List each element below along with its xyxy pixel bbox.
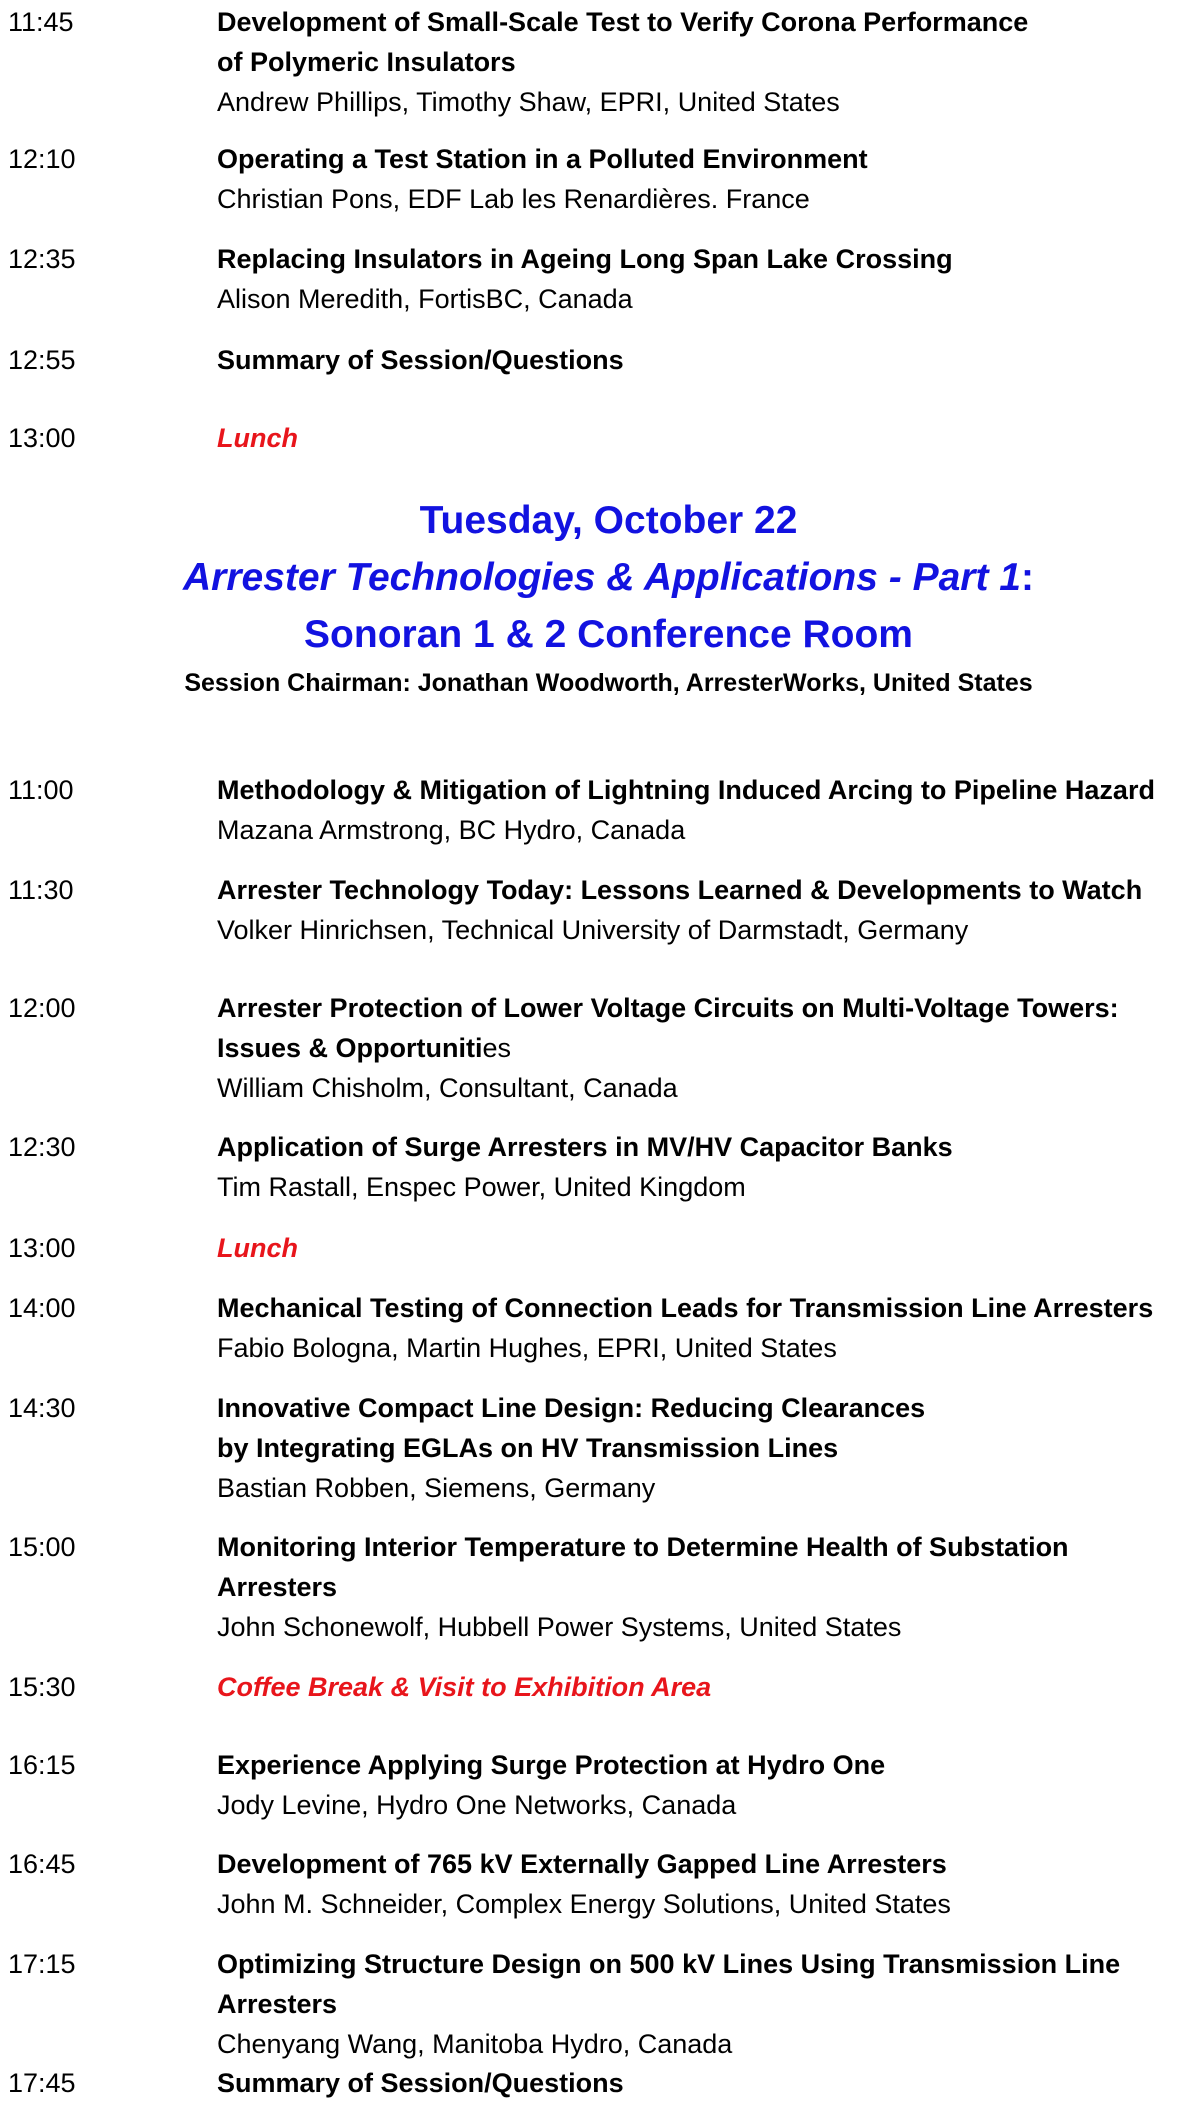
break-label: Coffee Break & Visit to Exhibition Area bbox=[217, 1672, 712, 1702]
talk-title bbox=[217, 1288, 1192, 1328]
talk-title-line: Development of Small-Scale Test to Verify Corona Performance bbox=[217, 7, 1029, 37]
talk-authors: Mazana Armstrong, BC Hydro, Canada bbox=[217, 815, 686, 845]
talk-title bbox=[217, 2063, 1192, 2103]
talk-title bbox=[217, 988, 1192, 1068]
session-title-colon: : bbox=[1020, 556, 1034, 599]
entry-time: 15:00 bbox=[8, 1532, 76, 1562]
entry-time: 12:10 bbox=[8, 144, 76, 174]
entry-time: 14:00 bbox=[8, 1293, 76, 1323]
entry-time: 16:45 bbox=[8, 1849, 76, 1879]
talk-title bbox=[217, 870, 1192, 910]
talk-title-line: Methodology & Mitigation of Lightning Induced Arcing to Pipeline Hazard bbox=[217, 775, 1155, 805]
talk-title-line: Operating a Test Station in a Polluted Environment bbox=[217, 144, 868, 174]
entry-time: 13:00 bbox=[8, 1233, 76, 1263]
break-label: Lunch bbox=[217, 423, 298, 453]
talk-title bbox=[217, 1844, 1192, 1884]
talk-title-line: Arrester Protection of Lower Voltage Circuits on Multi-Voltage Towers: bbox=[217, 993, 1119, 1023]
talk-title-line: Application of Surge Arresters in MV/HV Capacitor Banks bbox=[217, 1132, 953, 1162]
session-title-text: Arrester Technologies & Applications - Part 1 bbox=[183, 556, 1021, 599]
talk-title-line: Replacing Insulators in Ageing Long Span Lake Crossing bbox=[217, 244, 953, 274]
talk-authors: Chenyang Wang, Manitoba Hydro, Canada bbox=[217, 2029, 733, 2059]
talk-title-line: Arrester Technology Today: Lessons Learned & Developments to Watch bbox=[217, 875, 1143, 905]
talk-authors: John Schonewolf, Hubbell Power Systems, United States bbox=[217, 1612, 902, 1642]
session-room: Sonoran 1 & 2 Conference Room bbox=[304, 613, 913, 656]
talk-title-line: Monitoring Interior Temperature to Determine Health of Substation bbox=[217, 1532, 1069, 1562]
talk-title bbox=[217, 2, 1192, 82]
talk-title bbox=[217, 139, 1192, 179]
talk-authors: Bastian Robben, Siemens, Germany bbox=[217, 1473, 656, 1503]
entry-time: 14:30 bbox=[8, 1393, 76, 1423]
talk-title-line: of Polymeric Insulators bbox=[217, 47, 516, 77]
talk-title-line: Arresters bbox=[217, 1989, 338, 2019]
talk-authors: William Chisholm, Consultant, Canada bbox=[217, 1073, 678, 1103]
entry-time: 16:15 bbox=[8, 1750, 76, 1780]
entry-time: 12:55 bbox=[8, 345, 76, 375]
talk-title-line bbox=[217, 1028, 1192, 1068]
session-title bbox=[0, 549, 1200, 606]
session-date: Tuesday, October 22 bbox=[419, 499, 798, 542]
entry-time: 13:00 bbox=[8, 423, 76, 453]
talk-title bbox=[217, 1127, 1192, 1167]
talk-title bbox=[217, 1388, 1192, 1468]
talk-title-line: by Integrating EGLAs on HV Transmission Lines bbox=[217, 1433, 839, 1463]
talk-authors: Volker Hinrichsen, Technical University of Darmstadt, Germany bbox=[217, 915, 969, 945]
talk-title-line: Arresters bbox=[217, 1572, 338, 1602]
entry-time: 15:30 bbox=[8, 1672, 76, 1702]
talk-title bbox=[217, 1745, 1192, 1785]
entry-time: 12:35 bbox=[8, 244, 76, 274]
entry-time: 11:45 bbox=[8, 7, 74, 37]
entry-time: 11:30 bbox=[8, 875, 74, 905]
entry-time: 17:45 bbox=[8, 2068, 76, 2098]
talk-authors: Christian Pons, EDF Lab les Renardières. France bbox=[217, 184, 810, 214]
talk-title-line: Summary of Session/Questions bbox=[217, 345, 624, 375]
talk-title-line: Mechanical Testing of Connection Leads for Transmission Line Arresters bbox=[217, 1293, 1154, 1323]
talk-authors: Tim Rastall, Enspec Power, United Kingdom bbox=[217, 1172, 746, 1202]
talk-authors: Jody Levine, Hydro One Networks, Canada bbox=[217, 1790, 737, 1820]
talk-title-line: Innovative Compact Line Design: Reducing Clearances bbox=[217, 1393, 926, 1423]
entry-time: 11:00 bbox=[8, 775, 74, 805]
talk-authors: John M. Schneider, Complex Energy Solutions, United States bbox=[217, 1889, 951, 1919]
talk-title-line: Summary of Session/Questions bbox=[217, 2068, 624, 2098]
entry-time: 12:00 bbox=[8, 993, 76, 1023]
talk-authors: Fabio Bologna, Martin Hughes, EPRI, United States bbox=[217, 1333, 837, 1363]
session-chairman: Session Chairman: Jonathan Woodworth, ArresterWorks, United States bbox=[184, 669, 1033, 697]
talk-authors: Andrew Phillips, Timothy Shaw, EPRI, United States bbox=[217, 87, 840, 117]
entry-time: 17:15 bbox=[8, 1949, 76, 1979]
talk-title-line: Experience Applying Surge Protection at Hydro One bbox=[217, 1750, 886, 1780]
talk-title-line: Development of 765 kV Externally Gapped Line Arresters bbox=[217, 1849, 947, 1879]
talk-title bbox=[217, 1527, 1192, 1607]
session-header bbox=[0, 492, 1200, 703]
talk-authors: Alison Meredith, FortisBC, Canada bbox=[217, 284, 633, 314]
talk-title bbox=[217, 239, 1192, 279]
talk-title-bold-part: Issues & Opportuniti bbox=[217, 1033, 483, 1063]
talk-title-tail: es bbox=[482, 1033, 512, 1063]
talk-title-line: Optimizing Structure Design on 500 kV Lines Using Transmission Line bbox=[217, 1949, 1121, 1979]
break-label: Lunch bbox=[217, 1233, 298, 1263]
entry-time: 12:30 bbox=[8, 1132, 76, 1162]
talk-title bbox=[217, 1944, 1192, 2024]
talk-title bbox=[217, 340, 1192, 380]
talk-title bbox=[217, 770, 1192, 810]
